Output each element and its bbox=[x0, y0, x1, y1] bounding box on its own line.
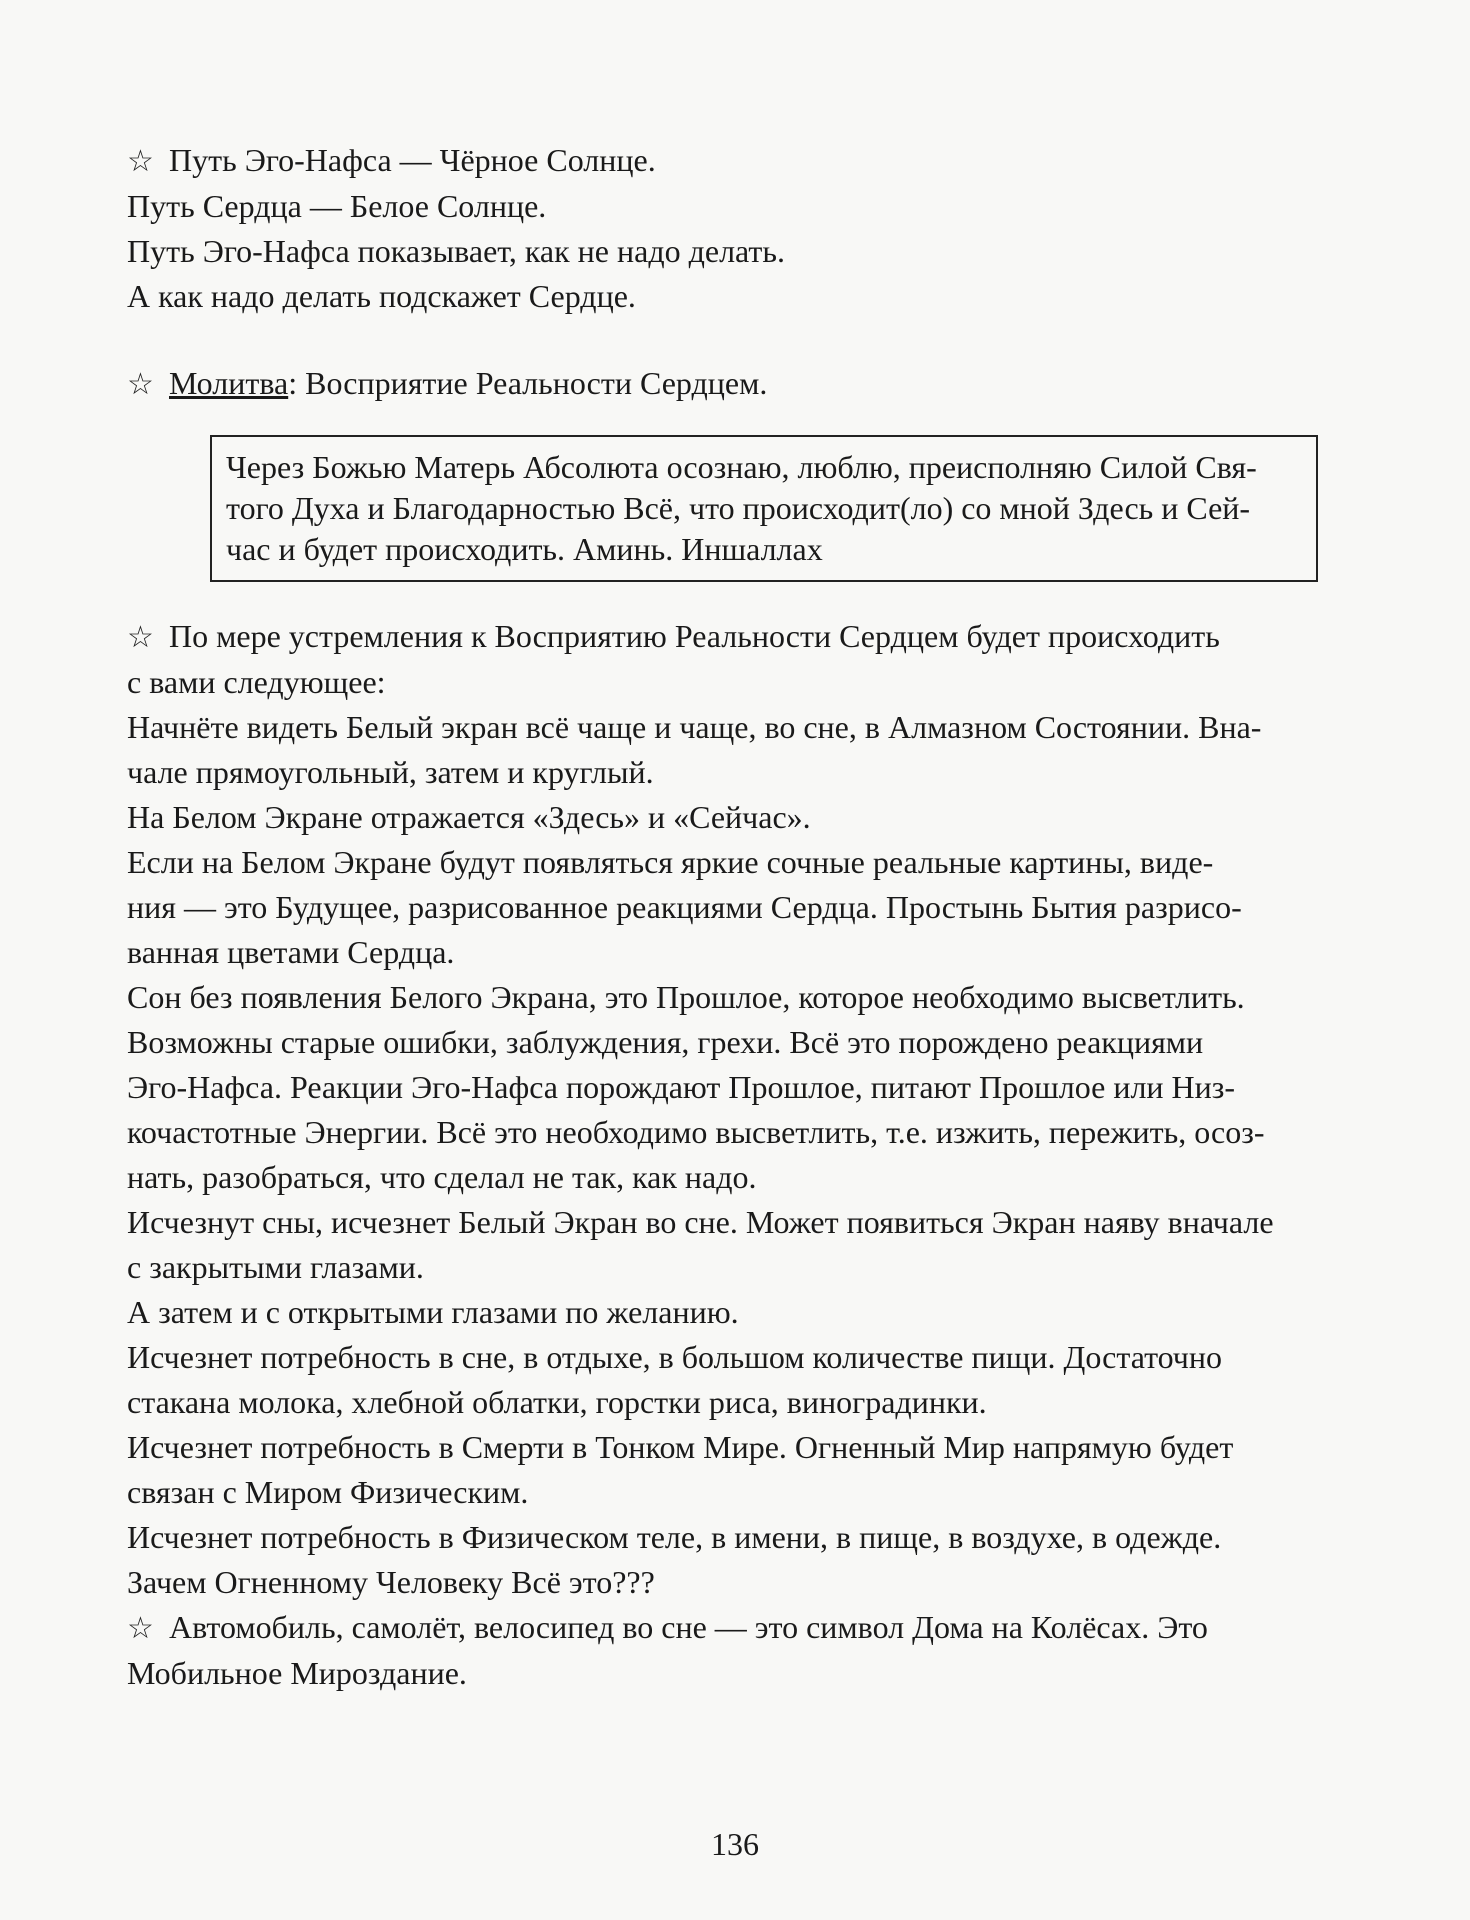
text-line: стакана молока, хлебной облатки, горстки риса, виноградинки. bbox=[127, 1384, 987, 1420]
star-icon: ☆ bbox=[127, 621, 154, 654]
text-line: Эго-Нафса. Реакции Эго-Нафса порождают Прошлое, питают Прошлое или Низ- bbox=[127, 1069, 1236, 1105]
prayer-line: час и будет происходить. Аминь. Иншаллах bbox=[226, 531, 823, 567]
text-line: На Белом Экране отражается «Здесь» и «Сейчас». bbox=[127, 799, 811, 835]
text-line: с закрытыми глазами. bbox=[127, 1249, 424, 1285]
text-line: кочастотные Энергии. Всё это необходимо высветлить, т.е. изжить, пережить, осоз- bbox=[127, 1114, 1265, 1150]
paragraph-perception bbox=[127, 616, 1329, 1603]
text-line: ☆ Автомобиль, самолёт, велосипед во сне — это символ Дома на Колёсах. Это bbox=[127, 1607, 1329, 1649]
spacer bbox=[127, 321, 1329, 363]
text-line: Путь Эго-Нафса показывает, как не надо делать. bbox=[127, 233, 785, 269]
prayer-line: Через Божью Матерь Абсолюта осознаю, люблю, преисполняю Силой Свя- bbox=[226, 449, 1257, 485]
prayer-line: того Духа и Благодарностью Всё, что происходит(ло) со мной Здесь и Сей- bbox=[226, 490, 1251, 526]
text-line: Сон без появления Белого Экрана, это Прошлое, которое необходимо высветлить. bbox=[127, 979, 1245, 1015]
text-line: Исчезнет потребность в Смерти в Тонком Мире. Огненный Мир напрямую будет bbox=[127, 1429, 1234, 1465]
text-line: Мобильное Мироздание. bbox=[127, 1655, 467, 1691]
text-line: с вами следующее: bbox=[127, 664, 386, 700]
text-line: связан с Миром Физическим. bbox=[127, 1474, 529, 1510]
prayer-label: Молитва bbox=[169, 365, 289, 401]
text-line: нать, разобраться, что сделал не так, как надо. bbox=[127, 1159, 757, 1195]
text-line: Исчезнут сны, исчезнет Белый Экран во сне. Может появиться Экран наяву вначале bbox=[127, 1204, 1274, 1240]
text-line: А как надо делать подскажет Сердце. bbox=[127, 278, 636, 314]
text-line: ванная цветами Сердца. bbox=[127, 934, 455, 970]
page-content bbox=[127, 140, 1329, 1698]
text-line: ☆ По мере устремления к Восприятию Реальности Сердцем будет происходить bbox=[127, 616, 1329, 658]
paragraph-vehicles bbox=[127, 1607, 1329, 1694]
text-line: ☆ Путь Эго-Нафса — Чёрное Солнце. bbox=[127, 140, 1329, 182]
text-line: А затем и с открытыми глазами по желанию. bbox=[127, 1294, 739, 1330]
text-line: Зачем Огненному Человеку Всё это??? bbox=[127, 1564, 655, 1600]
text-line: Исчезнет потребность в Физическом теле, в имени, в пище, в воздухе, в одежде. bbox=[127, 1519, 1222, 1555]
prayer-heading: ☆ Молитва: Восприятие Реальности Сердцем. bbox=[127, 363, 1329, 405]
text-line: ния — это Будущее, разрисованное реакциями Сердца. Простынь Бытия разрисо- bbox=[127, 889, 1242, 925]
star-icon: ☆ bbox=[127, 145, 154, 178]
star-icon: ☆ bbox=[127, 1612, 154, 1645]
text-line: Если на Белом Экране будут появляться яркие сочные реальные картины, виде- bbox=[127, 844, 1214, 880]
paragraph-paths bbox=[127, 140, 1329, 317]
text-line: Путь Сердца — Белое Солнце. bbox=[127, 188, 547, 224]
text-line: Исчезнет потребность в сне, в отдыхе, в большом количестве пищи. Достаточно bbox=[127, 1339, 1223, 1375]
text-line: чале прямоугольный, затем и круглый. bbox=[127, 754, 654, 790]
text-line: Возможны старые ошибки, заблуждения, грехи. Всё это порождено реакциями bbox=[127, 1024, 1204, 1060]
prayer-box bbox=[210, 435, 1318, 582]
text-line: Начнёте видеть Белый экран всё чаще и чаще, во сне, в Алмазном Состоянии. Вна- bbox=[127, 709, 1262, 745]
star-icon: ☆ bbox=[127, 368, 154, 401]
page-number: 136 bbox=[711, 1826, 759, 1862]
